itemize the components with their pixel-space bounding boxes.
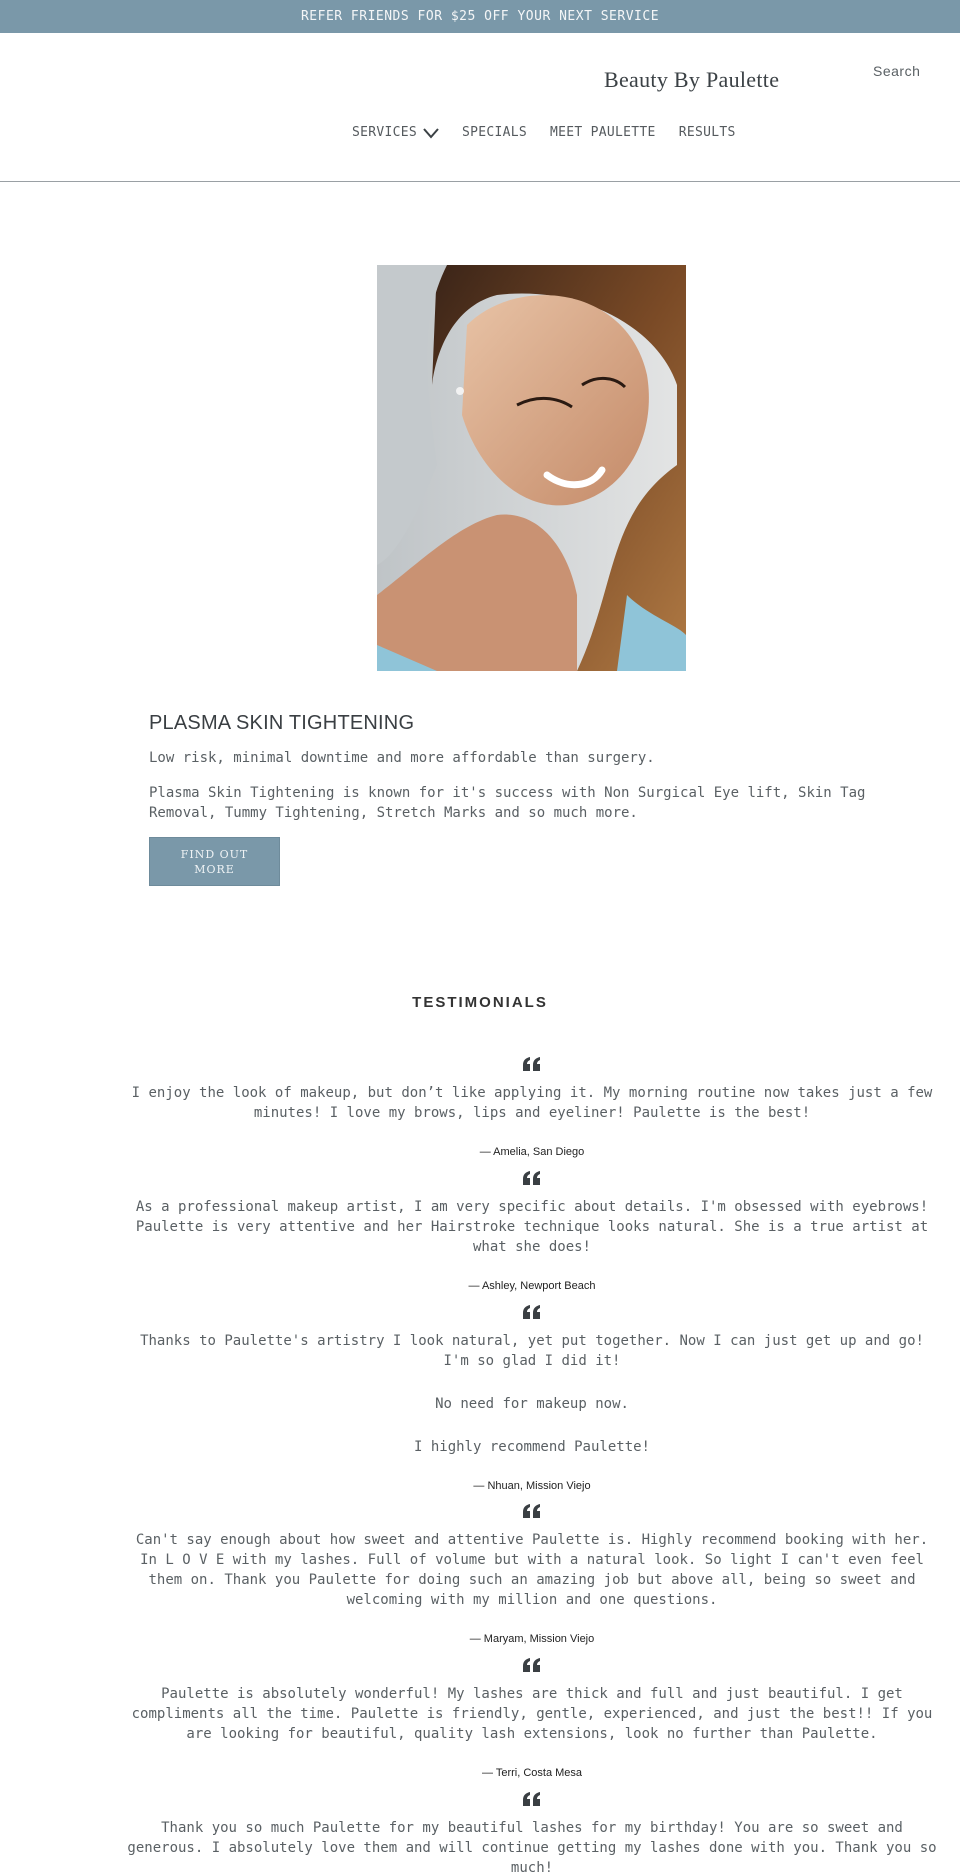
nav-item-label: RESULTS	[678, 125, 736, 140]
announcement-text: REFER FRIENDS FOR $25 OFF YOUR NEXT SERVICE	[300, 9, 660, 24]
testimonial-text: Paulette is absolutely wonderful! My lashes are thick and full and just beautiful. I get compliments all the time. Paulette is friendly, gentle, experienced, and just the best!! If you are looking for beautiful, quality lash extensions, look no further than Paulette.	[131, 1686, 933, 1742]
plasma-section	[149, 712, 939, 823]
testimonial-author: — Amelia, San Diego	[479, 1146, 585, 1158]
testimonial-author: — Maryam, Mission Viejo	[469, 1633, 595, 1645]
quote-icon	[522, 1792, 542, 1806]
quote-icon	[522, 1504, 542, 1518]
testimonial-text: I highly recommend Paulette!	[413, 1439, 650, 1455]
testimonial-author: — Ashley, Newport Beach	[468, 1280, 596, 1292]
quote-icon	[522, 1171, 542, 1185]
woman-portrait-image	[377, 265, 686, 671]
plasma-body: Plasma Skin Tightening is known for it's success with Non Surgical Eye lift, Skin Tag Removal, Tummy Tightening, Stretch Marks and so much more.	[149, 785, 866, 821]
plasma-title: PLASMA SKIN TIGHTENING	[149, 712, 415, 734]
site-header	[0, 33, 960, 182]
nav-item-specials[interactable]	[462, 125, 527, 140]
testimonials-title: TESTIMONIALS	[412, 994, 548, 1011]
testimonial	[126, 1171, 938, 1292]
plasma-intro: Low risk, minimal downtime and more affordable than surgery.	[149, 750, 655, 766]
main-nav	[352, 125, 759, 140]
testimonial-author: — Terri, Costa Mesa	[481, 1767, 583, 1779]
testimonial-text: No need for makeup now.	[435, 1396, 629, 1412]
nav-item-label: SERVICES	[352, 125, 418, 140]
chevron-down-icon	[423, 127, 439, 139]
testimonial-text: Can't say enough about how sweet and attentive Paulette is. Highly recommend booking with her. In L O V E with my lashes. Full of volume but with a natural look. So light I can't even feel them on. Thank you Paulette for doing such an amazing job but above all, being so sweet and welcoming with my million and one questions.	[135, 1532, 929, 1608]
nav-item-services[interactable]	[352, 125, 439, 140]
quote-icon	[522, 1057, 542, 1071]
testimonial	[126, 1792, 938, 1875]
find-out-more-button[interactable]: FIND OUT MORE	[149, 837, 280, 886]
testimonial	[126, 1057, 938, 1158]
testimonial	[126, 1658, 938, 1779]
nav-item-label: MEET PAULETTE	[550, 125, 656, 140]
hero-image	[377, 265, 686, 671]
site-logo[interactable]: Beauty By Paulette	[604, 67, 780, 92]
testimonial	[126, 1305, 938, 1492]
nav-item-label: SPECIALS	[462, 125, 528, 140]
quote-icon	[522, 1305, 542, 1319]
testimonial-text: As a professional makeup artist, I am very specific about details. I'm obsessed with eyebrows! Paulette is very attentive and her Hairstroke technique looks natural. She is a true artist at what she does!	[135, 1199, 929, 1255]
announcement-bar	[0, 0, 960, 33]
testimonial-author: — Nhuan, Mission Viejo	[473, 1480, 591, 1492]
search-link[interactable]: Search	[873, 63, 921, 79]
nav-item-meet-paulette[interactable]	[550, 125, 656, 140]
quote-icon	[522, 1658, 542, 1672]
testimonial-text: Thanks to Paulette's artistry I look natural, yet put together. Now I can just get up and go! I'm so glad I did it!	[140, 1333, 924, 1369]
testimonial	[126, 1504, 938, 1645]
nav-item-results[interactable]	[679, 125, 736, 140]
testimonial-text: I enjoy the look of makeup, but don’t like applying it. My morning routine now takes just a few minutes! I love my brows, lips and eyeliner! Paulette is the best!	[131, 1085, 933, 1121]
testimonial-text: Thank you so much Paulette for my beautiful lashes for my birthday! You are so sweet and generous. I absolutely love them and will continue getting my lashes done with you. Thank you so much!	[127, 1820, 937, 1875]
